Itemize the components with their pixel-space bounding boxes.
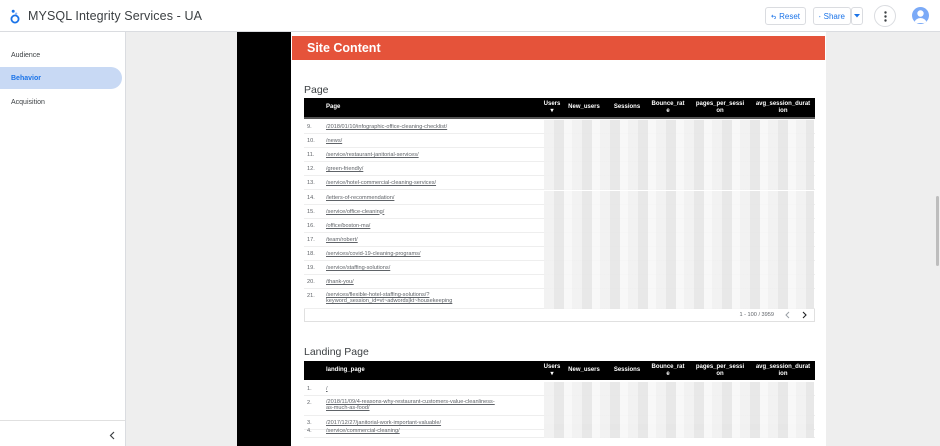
column-header-pages-per-session[interactable]: pages_per_sessi on (695, 101, 745, 114)
redacted-metrics (544, 289, 814, 309)
row-number: 2. (307, 400, 312, 406)
report-canvas (237, 32, 826, 446)
users-header-label: Users (543, 101, 561, 107)
redacted-metrics (544, 219, 814, 233)
table-row[interactable] (304, 289, 815, 309)
table-row[interactable] (304, 275, 815, 289)
reset-button[interactable] (765, 7, 806, 25)
share-label: Share (823, 11, 845, 21)
page-table[interactable] (304, 98, 815, 322)
redacted-metrics (544, 261, 814, 275)
column-header-users[interactable] (541, 361, 563, 380)
page-link[interactable] (326, 292, 452, 304)
chevron-right-icon[interactable] (800, 310, 809, 320)
page-link[interactable] (326, 152, 419, 158)
page-link[interactable] (326, 223, 370, 229)
page-path: /service/hotel-commercial-cleaning-services/ (326, 180, 437, 187)
page-path-continued: keyword_session_id=vt~adwords|kt~housekeeping (326, 298, 453, 305)
report-title: MYSQL Integrity Services - UA (28, 9, 203, 23)
table-row[interactable] (304, 148, 815, 162)
collapse-sidebar-button[interactable] (106, 429, 118, 441)
users-header-label: Users (543, 364, 561, 370)
chevron-left-icon[interactable] (783, 310, 792, 320)
top-bar (0, 0, 940, 32)
page-path: /services/flexible-hotel-staffing-solutions/? (326, 292, 430, 299)
page-table-footer (304, 309, 815, 322)
redacted-metrics (544, 162, 814, 176)
page-path: /2018/11/09/4-reasons-why-restaurant-customers-value-cleanliness- (326, 399, 495, 405)
page-link[interactable] (326, 209, 384, 215)
redacted-metrics (544, 134, 814, 148)
page-table-header (304, 98, 815, 117)
column-header-bounce-rate[interactable]: Bounce_rat e (651, 364, 685, 377)
page-path: /service/restaurant-janitorial-services/ (326, 152, 419, 159)
redacted-metrics (544, 424, 814, 438)
account-avatar[interactable] (912, 7, 929, 24)
page-link[interactable] (326, 138, 342, 144)
column-header-users[interactable] (541, 98, 563, 117)
landing-table-header (304, 361, 815, 380)
column-header-sessions[interactable]: Sessions (613, 104, 641, 111)
table-row[interactable] (304, 233, 815, 247)
table-row[interactable] (304, 396, 815, 416)
row-number: 17. (307, 236, 315, 243)
page-path: /office/boston-ma/ (326, 222, 371, 229)
table-row[interactable] (304, 382, 815, 396)
redacted-metrics (544, 396, 814, 416)
redacted-metrics (544, 247, 814, 261)
row-number: 18. (307, 250, 315, 257)
page-path: /service/office-cleaning/ (326, 208, 385, 215)
site-content-banner: Site Content (292, 36, 825, 60)
column-header-bounce-rate[interactable]: Bounce_rat e (651, 101, 685, 114)
row-number: 11. (307, 152, 315, 159)
page-path: /2017/12/27/janitorial-work-important-valuable/ (326, 420, 442, 426)
table-row[interactable] (304, 424, 815, 438)
row-number: 12. (307, 166, 315, 173)
column-header-pages-per-session[interactable]: pages_per_sessi on (695, 364, 745, 377)
page-path: /thank-you/ (326, 279, 354, 286)
page-link[interactable] (326, 279, 354, 285)
table-scroll-track[interactable] (304, 117, 815, 119)
page-link[interactable] (326, 195, 394, 201)
page-link[interactable] (326, 237, 358, 243)
add-person-icon (819, 13, 821, 20)
looker-studio-logo-icon (10, 9, 20, 24)
page-path: /letters-of-recommendation/ (326, 194, 395, 201)
page-path: /services/covid-19-cleaning-programs/ (326, 250, 421, 257)
page-path: /team/robert/ (326, 236, 358, 243)
landing-page-table[interactable] (304, 361, 815, 446)
column-header-new-users[interactable]: New_users (568, 367, 600, 374)
chevron-left-icon (109, 431, 115, 440)
canvas-left-strip (237, 32, 291, 446)
sort-desc-icon: ▾ (550, 107, 554, 114)
nav-item-behavior[interactable]: Behavior (0, 67, 122, 89)
page-scrollbar[interactable] (936, 196, 939, 266)
page-link[interactable] (326, 428, 400, 434)
row-number: 14. (307, 194, 315, 201)
page-link[interactable] (326, 386, 328, 392)
column-header-sessions[interactable]: Sessions (613, 367, 641, 374)
table-row[interactable] (304, 261, 815, 275)
page-link[interactable] (326, 124, 447, 130)
page-path: / (326, 386, 328, 392)
redacted-metrics (544, 191, 814, 205)
row-number: 9. (307, 124, 312, 130)
row-number: 20. (307, 279, 315, 286)
table-row[interactable] (304, 247, 815, 261)
nav-item-audience[interactable]: Audience (11, 51, 41, 59)
page-path: /green-friendly/ (326, 166, 364, 173)
more-vert-icon (884, 11, 887, 22)
page-navigation-sidebar (0, 32, 126, 446)
page-table-title: Page (304, 84, 329, 96)
table-row[interactable] (304, 176, 815, 190)
share-dropdown-button[interactable] (851, 7, 863, 25)
page-link[interactable] (326, 251, 421, 257)
redacted-metrics (544, 382, 814, 396)
redacted-metrics (544, 120, 814, 134)
table-row[interactable] (304, 191, 815, 205)
table-row[interactable] (304, 134, 815, 148)
table-row[interactable] (304, 120, 815, 134)
pagination-label: 1 - 100 / 3959 (739, 312, 774, 318)
redacted-metrics (544, 205, 814, 219)
table-row[interactable] (304, 219, 815, 233)
row-number: 1. (307, 386, 312, 392)
landing-table-title: Landing Page (304, 346, 369, 358)
more-options-button[interactable] (874, 5, 896, 27)
column-header-avg-session-duration[interactable]: avg_session_durat ion (755, 101, 811, 114)
user-icon (912, 7, 929, 24)
page-path-continued: as-much-as-food/ (326, 405, 370, 411)
table-row[interactable] (304, 205, 815, 219)
page-link[interactable] (326, 166, 363, 172)
row-number: 13. (307, 180, 315, 187)
page-link[interactable] (326, 265, 390, 271)
page-path: /news/ (326, 138, 343, 145)
row-number: 10. (307, 138, 315, 145)
nav-item-acquisition[interactable]: Acquisition (11, 98, 45, 106)
redacted-metrics (544, 148, 814, 162)
row-number: 19. (307, 265, 315, 271)
page-link[interactable] (326, 399, 495, 411)
redacted-metrics (544, 233, 814, 247)
row-number: 3. (307, 420, 312, 426)
page-path: /2018/01/10/infographic-office-cleaning-checklist/ (326, 124, 448, 130)
redacted-metrics (544, 176, 814, 190)
table-row[interactable] (304, 162, 815, 176)
page-path: /service/commercial-cleaning/ (326, 428, 400, 434)
row-number: 21. (307, 293, 315, 300)
share-button[interactable] (813, 7, 851, 25)
caret-down-icon (854, 14, 860, 18)
reset-label: Reset (779, 11, 800, 21)
row-number: 15. (307, 208, 315, 215)
row-number: 16. (307, 222, 315, 229)
column-header-landing-page[interactable]: landing_page (326, 367, 365, 374)
page-link[interactable] (326, 180, 436, 186)
row-number: 4. (307, 428, 312, 434)
sidebar-divider (0, 420, 125, 421)
sort-desc-icon: ▾ (550, 370, 554, 377)
page-path: /service/staffing-solutions/ (326, 265, 391, 271)
undo-icon (771, 13, 776, 20)
redacted-metrics (544, 275, 814, 289)
column-header-avg-session-duration[interactable]: avg_session_durat ion (755, 364, 811, 377)
column-header-new-users[interactable]: New_users (568, 104, 600, 111)
column-header-page[interactable]: Page (326, 104, 341, 111)
